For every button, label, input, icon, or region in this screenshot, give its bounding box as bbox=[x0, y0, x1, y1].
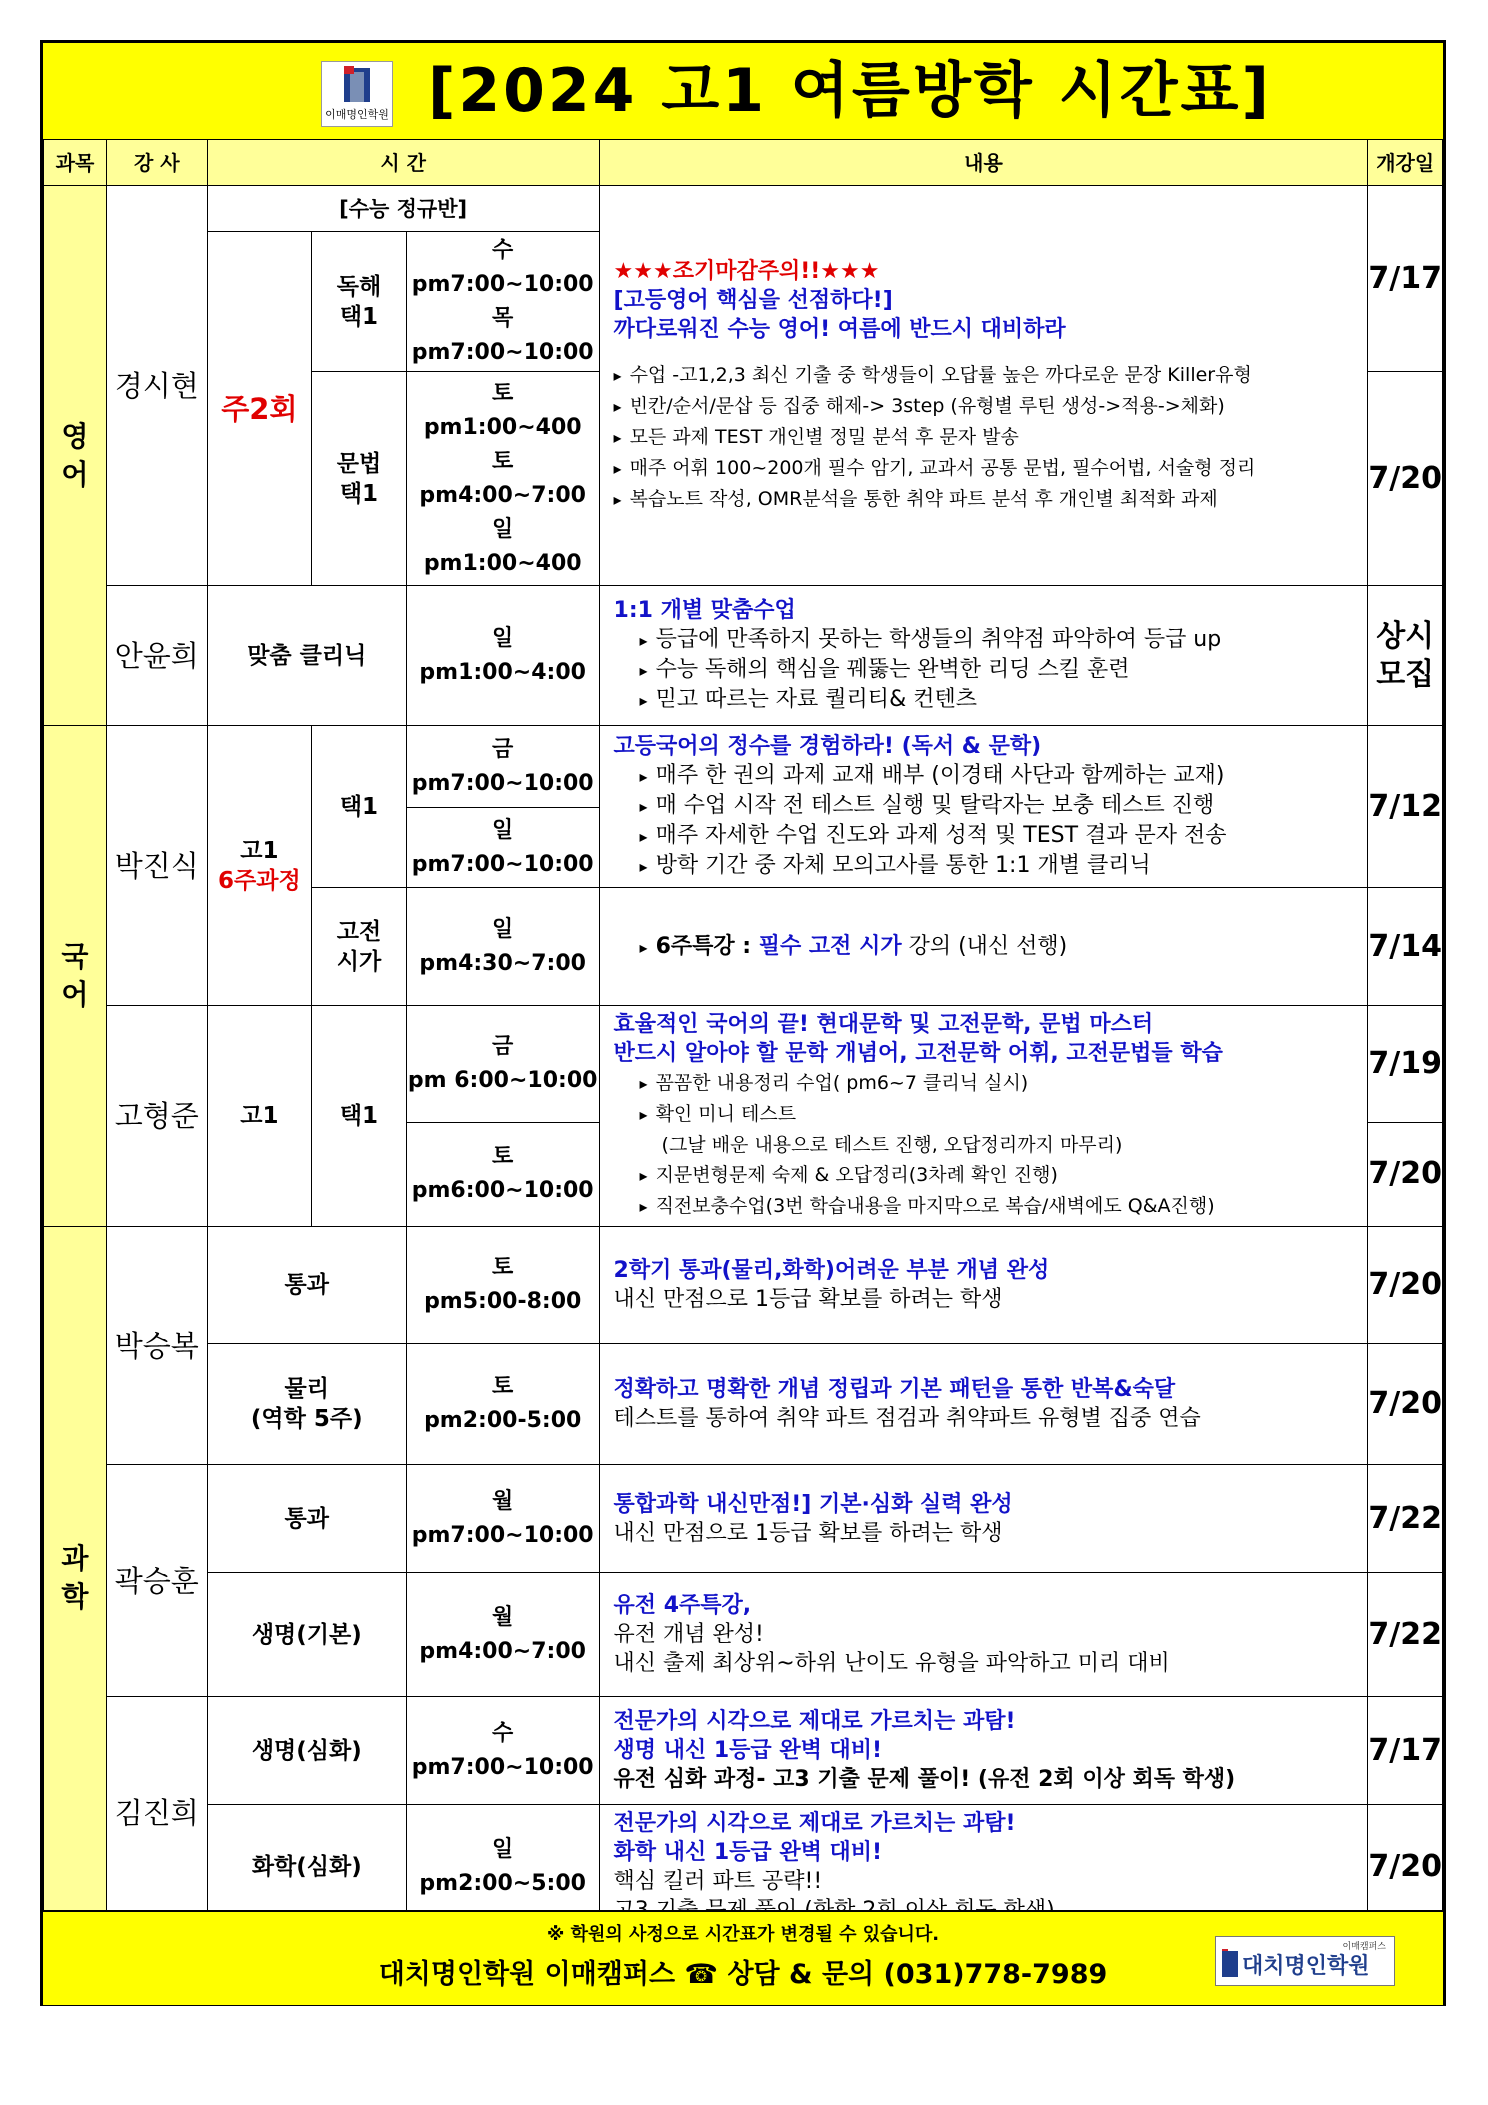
content-bullet: ▸ 수업 -고1,2,3 최신 기출 중 학생들이 오답률 높은 까다로운 문장 Killer유형 bbox=[614, 360, 1358, 391]
class-label: 통과 bbox=[207, 1465, 406, 1573]
footer-logo-campus: 이매캠퍼스 bbox=[1342, 1942, 1386, 1952]
content-heading: 전문가의 시각으로 제대로 가르치는 과탐! bbox=[613, 1811, 1016, 1836]
start-date: 7/17 bbox=[1368, 1697, 1443, 1805]
content-heading: 1:1 개별 맞춤수업 bbox=[613, 598, 796, 623]
content-bullet: ▸ 매주 한 권의 과제 교재 배부 (이경태 사단과 함께하는 교재) bbox=[614, 761, 1358, 791]
academy-logo-text: 이매명인학원 bbox=[325, 108, 389, 121]
footer-banner bbox=[43, 1910, 1443, 2005]
course-duration: 6주과정 bbox=[218, 867, 301, 894]
table-row bbox=[44, 1465, 1443, 1573]
course-content bbox=[599, 1344, 1368, 1465]
start-date: 7/20 bbox=[1368, 1344, 1443, 1465]
class-time: 일 pm1:00~4:00 bbox=[406, 586, 599, 726]
table-row bbox=[44, 1573, 1443, 1697]
content-heading: 까다로워진 수능 영어! 여름에 반드시 대비하라 bbox=[613, 316, 1066, 342]
start-date: 7/22 bbox=[1368, 1465, 1443, 1573]
course-content bbox=[599, 726, 1368, 888]
table-row bbox=[44, 186, 1443, 232]
class-label: 생명(심화) bbox=[207, 1697, 406, 1805]
teacher-name: 박진식 bbox=[106, 726, 207, 1006]
content-line: 핵심 킬러 파트 공략!! bbox=[613, 1869, 823, 1894]
start-date: 7/12 bbox=[1368, 726, 1443, 888]
content-bullet: ▸ 매주 어휘 100~200개 필수 암기, 교과서 공통 문법, 필수어법, 서술형 정리 bbox=[614, 453, 1358, 484]
content-line: 내신 만점으로 1등급 확보를 하려는 학생 bbox=[613, 1287, 1003, 1312]
class-time: 수 pm7:00~10:00 bbox=[406, 1697, 599, 1805]
class-time: 일 pm7:00~10:00 bbox=[406, 808, 599, 888]
table-row bbox=[44, 1344, 1443, 1465]
table-header-row bbox=[44, 140, 1443, 186]
content-heading: 정확하고 명확한 개념 정립과 기본 패턴을 통한 반복&숙달 bbox=[613, 1377, 1176, 1402]
content-heading: 고등국어의 정수를 경험하라! (독서 & 문학) bbox=[613, 734, 1042, 759]
content-heading: 통합과학 내신만점!] 기본·심화 실력 완성 bbox=[613, 1491, 1013, 1517]
teacher-name: 안윤희 bbox=[106, 586, 207, 726]
content-bullet: ▸ 꼼꼼한 내용정리 수업( pm6~7 클리닉 실시) bbox=[614, 1068, 1358, 1099]
header-banner bbox=[43, 43, 1443, 141]
table-row bbox=[44, 1697, 1443, 1805]
class-time: 일 pm4:30~7:00 bbox=[406, 888, 599, 1006]
start-date: 7/20 bbox=[1368, 1805, 1443, 1930]
subject-english: 영 어 bbox=[44, 186, 107, 726]
content-bullet: ▸ 6주특강 : 필수 고전 시가 강의 (내신 선행) bbox=[614, 932, 1358, 962]
content-bullet: ▸ 확인 미니 테스트 bbox=[614, 1099, 1358, 1130]
content-bullet: ▸ 매주 자세한 수업 진도와 과제 성적 및 TEST 결과 문자 전송 bbox=[614, 821, 1358, 851]
content-bullet: ▸ 믿고 따르는 자료 퀄리티& 컨텐츠 bbox=[614, 685, 1358, 715]
content-line: 유전 개념 완성! bbox=[613, 1622, 764, 1647]
start-date: 상시 모집 bbox=[1368, 586, 1443, 726]
table-row bbox=[44, 1006, 1443, 1123]
start-date: 7/20 bbox=[1368, 1227, 1443, 1344]
class-time: 토 pm6:00~10:00 bbox=[406, 1122, 599, 1226]
content-heading: 유전 4주특강, bbox=[613, 1593, 752, 1618]
course-grade: 고1 bbox=[240, 837, 279, 864]
class-time: 월 pm4:00~7:00 bbox=[406, 1573, 599, 1697]
course-content bbox=[599, 1697, 1368, 1805]
class-label: 고전 시가 bbox=[312, 888, 407, 1006]
col-header-time: 시 간 bbox=[207, 140, 599, 186]
academy-logo bbox=[321, 61, 393, 127]
class-time: 금 pm7:00~10:00 bbox=[406, 726, 599, 808]
content-heading: 생명 내신 1등급 완벽 대비! bbox=[613, 1738, 883, 1763]
schedule-table bbox=[43, 139, 1443, 1930]
early-close-banner: ★★★조기마감주의!!★★★ bbox=[613, 258, 880, 284]
class-time: 수 pm7:00~10:00 목 pm7:00~10:00 bbox=[406, 232, 599, 372]
course-label bbox=[207, 726, 311, 1006]
program-label: [수능 정규반] bbox=[207, 186, 599, 232]
teacher-name: 곽승훈 bbox=[106, 1465, 207, 1697]
frequency-label: 주2회 bbox=[207, 232, 311, 586]
content-heading: 화학 내신 1등급 완벽 대비! bbox=[613, 1840, 883, 1865]
content-heading: 효율적인 국어의 끝! 현대문학 및 고전문학, 문법 마스터 bbox=[613, 1012, 1154, 1037]
teacher-name: 경시현 bbox=[106, 186, 207, 586]
class-label: 독해 택1 bbox=[312, 232, 407, 372]
content-note: (그날 배운 내용으로 테스트 진행, 오답정리까지 마무리) bbox=[661, 1134, 1123, 1156]
course-content bbox=[599, 1227, 1368, 1344]
course-content bbox=[599, 1006, 1368, 1227]
content-bullet: ▸ 빈칸/순서/문삽 등 집중 해제-> 3step (유형별 루틴 생성->적용->체화) bbox=[614, 391, 1358, 422]
class-time: 금 pm 6:00~10:00 bbox=[406, 1006, 599, 1123]
class-label: 택1 bbox=[312, 1006, 407, 1227]
class-label: 화학(심화) bbox=[207, 1805, 406, 1930]
teacher-name: 고형준 bbox=[106, 1006, 207, 1227]
subject-korean: 국 어 bbox=[44, 726, 107, 1227]
table-row bbox=[44, 1227, 1443, 1344]
contact-line: 대치명인학원 이매캠퍼스 ☎ 상담 & 문의 (031)778-7989 bbox=[378, 1959, 1108, 1990]
content-bullet: ▸ 지문변형문제 숙제 & 오답정리(3차례 확인 진행) bbox=[614, 1160, 1358, 1191]
col-header-content: 내용 bbox=[599, 140, 1368, 186]
class-label: 생명(기본) bbox=[207, 1573, 406, 1697]
content-line: 내신 출제 최상위~하위 난이도 유형을 파악하고 미리 대비 bbox=[613, 1651, 1170, 1676]
class-time: 토 pm5:00-8:00 bbox=[406, 1227, 599, 1344]
course-content bbox=[599, 186, 1368, 586]
content-line: 유전 심화 과정- 고3 기출 문제 풀이! (유전 2회 이상 회독 학생) bbox=[613, 1767, 1236, 1792]
class-label: 문법 택1 bbox=[312, 372, 407, 586]
content-bullet: ▸ 매 수업 시작 전 테스트 실행 및 탈락자는 보충 테스트 진행 bbox=[614, 791, 1358, 821]
schedule-change-notice: ※ 학원의 사정으로 시간표가 변경될 수 있습니다. bbox=[546, 1924, 940, 1945]
content-bullet: ▸ 수능 독해의 핵심을 꿰뚫는 완벽한 리딩 스킬 훈련 bbox=[614, 655, 1358, 685]
class-time: 토 pm1:00~400 토 pm4:00~7:00 일 pm1:00~400 bbox=[406, 372, 599, 586]
class-time: 토 pm2:00-5:00 bbox=[406, 1344, 599, 1465]
class-time: 일 pm2:00~5:00 bbox=[406, 1805, 599, 1930]
start-date: 7/14 bbox=[1368, 888, 1443, 1006]
page-title: [2024 고1 여름방학 시간표] bbox=[428, 56, 1272, 126]
course-content bbox=[599, 888, 1368, 1006]
course-content bbox=[599, 586, 1368, 726]
table-row bbox=[44, 726, 1443, 808]
content-bullet: ▸ 복습노트 작성, OMR분석을 통한 취약 파트 분석 후 개인별 최적화 과제 bbox=[614, 484, 1358, 515]
col-header-start: 개강일 bbox=[1368, 140, 1443, 186]
start-date: 7/17 bbox=[1368, 186, 1443, 372]
footer-academy-logo bbox=[1215, 1936, 1395, 1986]
col-header-subject: 과목 bbox=[44, 140, 107, 186]
col-header-teacher: 강 사 bbox=[106, 140, 207, 186]
class-time: 월 pm7:00~10:00 bbox=[406, 1465, 599, 1573]
class-label: 통과 bbox=[207, 1227, 406, 1344]
course-content bbox=[599, 1573, 1368, 1697]
table-row bbox=[44, 586, 1443, 726]
teacher-name: 김진희 bbox=[106, 1697, 207, 1930]
content-heading: 반드시 알아야 할 문학 개념어, 고전문학 어휘, 고전문법들 학습 bbox=[613, 1041, 1223, 1066]
content-heading: 2학기 통과(물리,화학)어려운 부분 개념 완성 bbox=[613, 1258, 1050, 1283]
start-date: 7/20 bbox=[1368, 1122, 1443, 1226]
start-date: 7/22 bbox=[1368, 1573, 1443, 1697]
subject-science: 과 학 bbox=[44, 1227, 107, 1930]
course-grade: 고1 bbox=[207, 1006, 311, 1227]
content-bullet: ▸ 모든 과제 TEST 개인별 정밀 분석 후 문자 발송 bbox=[614, 422, 1358, 453]
footer-logo-name: 대치명인학원 bbox=[1242, 1954, 1370, 1979]
course-content bbox=[599, 1465, 1368, 1573]
content-heading: 전문가의 시각으로 제대로 가르치는 과탐! bbox=[613, 1709, 1016, 1734]
content-line: 테스트를 통하여 취약 파트 점검과 취약파트 유형별 집중 연습 bbox=[613, 1406, 1201, 1431]
timetable-frame bbox=[40, 40, 1446, 2006]
content-line: 내신 만점으로 1등급 확보를 하려는 학생 bbox=[613, 1520, 1003, 1546]
content-bullet: ▸ 직전보충수업(3번 학습내용을 마지막으로 복습/새벽에도 Q&A진행) bbox=[614, 1191, 1358, 1222]
class-label: 맞춤 클리닉 bbox=[207, 586, 406, 726]
teacher-name: 박승복 bbox=[106, 1227, 207, 1465]
content-bullet: ▸ 방학 기간 중 자체 모의고사를 통한 1:1 개별 클리닉 bbox=[614, 851, 1358, 881]
start-date: 7/19 bbox=[1368, 1006, 1443, 1123]
content-bullet: ▸ 등급에 만족하지 못하는 학생들의 취약점 파악하여 등급 up bbox=[614, 625, 1358, 655]
class-label: 물리 (역학 5주) bbox=[207, 1344, 406, 1465]
start-date: 7/20 bbox=[1368, 372, 1443, 586]
class-label: 택1 bbox=[312, 726, 407, 888]
content-heading: [고등영어 핵심을 선점하다!] bbox=[613, 287, 893, 313]
